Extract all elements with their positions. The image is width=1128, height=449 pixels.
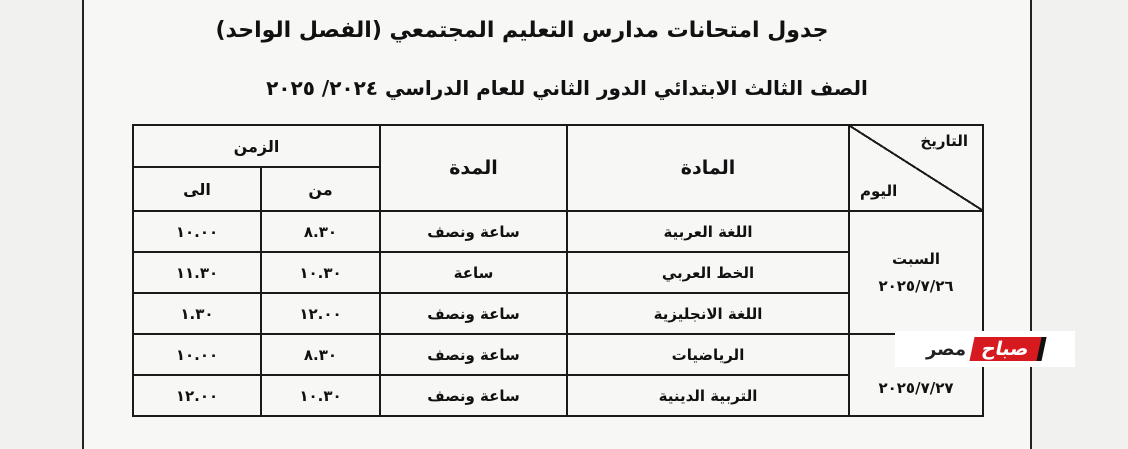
subject-cell: اللغة الانجليزية	[567, 293, 849, 334]
to-cell: ١.٣٠	[133, 293, 261, 334]
from-header: من	[261, 167, 380, 211]
subject-header: المادة	[567, 125, 849, 211]
day-cell	[849, 211, 983, 334]
page-margin-left	[0, 0, 82, 449]
from-cell: ١٢.٠٠	[261, 293, 380, 334]
site-watermark	[895, 331, 1075, 367]
document-title: جدول امتحانات مدارس التعليم المجتمعي (الفصل الواحد)	[215, 18, 829, 43]
duration-cell: ساعة	[380, 252, 567, 293]
to-cell: ١٠.٠٠	[133, 211, 261, 252]
time-header: الزمن	[133, 125, 380, 167]
to-cell: ١١.٣٠	[133, 252, 261, 293]
duration-cell: ساعة ونصف	[380, 293, 567, 334]
subject-cell: التربية الدينية	[567, 375, 849, 416]
day-date: ٢٠٢٥/٧/٢٧	[878, 379, 954, 397]
subject-cell: الخط العربي	[567, 252, 849, 293]
date-header-label: التاريخ	[920, 132, 968, 150]
date-day-header	[849, 125, 983, 211]
watermark-black-part: مصر	[925, 338, 967, 360]
day-name: السبت	[891, 249, 941, 268]
to-cell: ١٢.٠٠	[133, 375, 261, 416]
duration-header: المدة	[380, 125, 567, 211]
subject-cell: الرياضيات	[567, 334, 849, 375]
to-cell: ١٠.٠٠	[133, 334, 261, 375]
document-subtitle: الصف الثالث الابتدائي الدور الثاني للعام الدراسي ٢٠٢٤/ ٢٠٢٥	[266, 76, 868, 100]
table-row	[133, 334, 983, 375]
to-header: الى	[133, 167, 261, 211]
watermark-red-part: صباح	[970, 337, 1047, 361]
document-page	[82, 0, 1032, 449]
from-cell: ٨.٣٠	[261, 334, 380, 375]
from-cell: ٨.٣٠	[261, 211, 380, 252]
subject-cell: اللغة العربية	[567, 211, 849, 252]
exam-schedule-table	[132, 124, 984, 417]
day-header-label: اليوم	[860, 182, 898, 200]
table-row	[133, 211, 983, 252]
page-margin-right	[1030, 0, 1128, 449]
from-cell: ١٠.٣٠	[261, 252, 380, 293]
from-cell: ١٠.٣٠	[261, 375, 380, 416]
duration-cell: ساعة ونصف	[380, 375, 567, 416]
duration-cell: ساعة ونصف	[380, 211, 567, 252]
day-date: ٢٠٢٥/٧/٢٦	[878, 276, 954, 295]
duration-cell: ساعة ونصف	[380, 334, 567, 375]
